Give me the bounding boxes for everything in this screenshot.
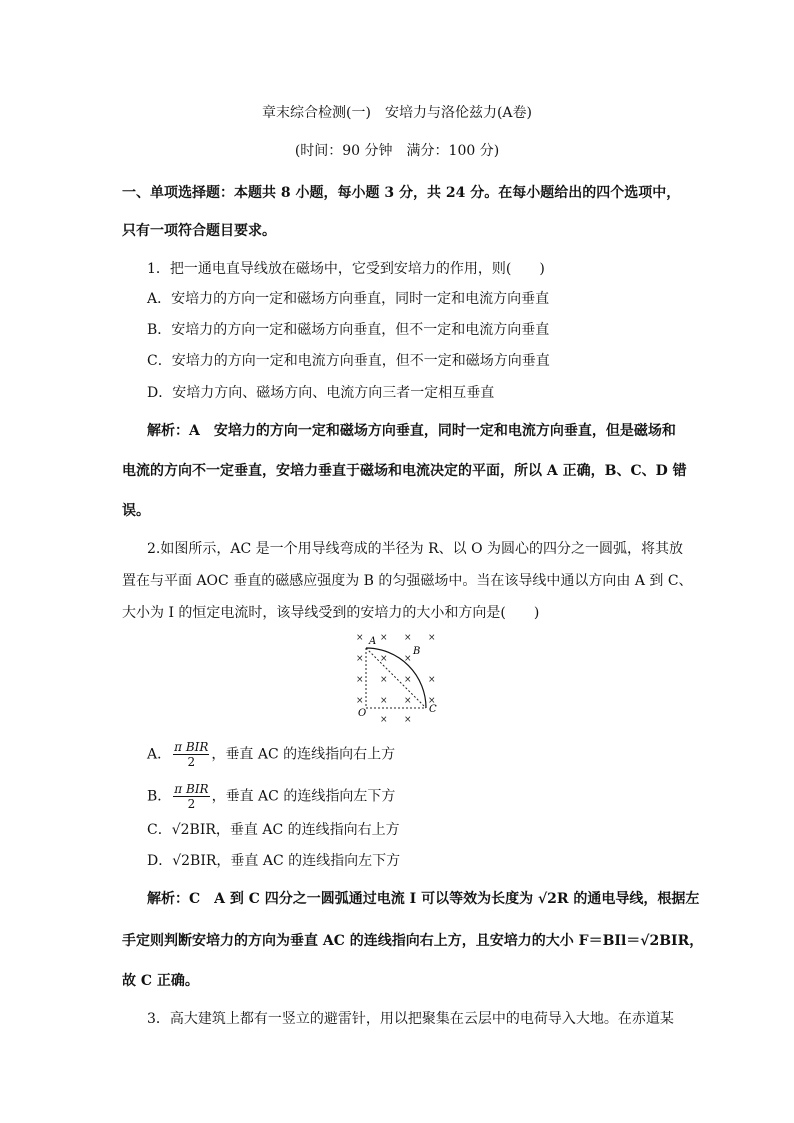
q2-option-d: D．√2BIR，垂直 AC 的连线指向左下方 [147, 853, 401, 869]
q2-option-b: B． $\frac{\text{π BIR}}{2}$ ，垂直 AC 的连线指向左下方 [147, 782, 396, 811]
field-mark: × [356, 633, 364, 643]
q1-analysis-line1: 解析：A 安培力的方向一定和磁场方向垂直，同时一定和电流方向垂直，但是磁场和 [147, 423, 676, 439]
label-o: O [358, 708, 367, 719]
q1-option-a: A．安培力的方向一定和磁场方向垂直，同时一定和电流方向垂直 [147, 291, 550, 307]
q2-figure [350, 632, 446, 724]
q2-stem-line2: 置在与平面 AOC 垂直的磁感应强度为 B 的匀强磁场中。当在该导线中通以方向由 A 到 C、 [122, 573, 693, 589]
section-heading-line2: 只有一项符合题目要求。 [122, 223, 276, 239]
q1-stem: 1．把一通电直导线放在磁场中，它受到安培力的作用，则( ) [147, 261, 545, 277]
field-mark: × [404, 696, 412, 706]
q2-stem-line3: 大小为 I 的恒定电流时，该导线受到的安培力的大小和方向是( ) [122, 605, 540, 621]
section-heading-line1: 一、单项选择题：本题共 8 小题，每小题 3 分，共 24 分。在每小题给出的四个选项中， [122, 185, 681, 201]
field-mark: × [356, 696, 364, 706]
q2-option-c: C．√2BIR，垂直 AC 的连线指向右上方 [147, 822, 400, 838]
q1-option-c: C．安培力的方向一定和电流方向垂直，但不一定和磁场方向垂直 [147, 353, 550, 369]
q2-stem-line1: 2.如图所示，AC 是一个用导线弯成的半径为 R、以 O 为圆心的四分之一圆弧，将其放 [147, 541, 683, 557]
field-mark: × [380, 675, 388, 685]
field-mark: × [404, 715, 412, 724]
label-a: A [369, 636, 377, 647]
label-c: C [429, 704, 437, 715]
q2-analysis-line3: 故 C 正确。 [122, 973, 199, 989]
field-mark: × [428, 633, 436, 643]
field-mark: × [380, 654, 388, 664]
page-subtitle: (时间：90 分钟 满分：100 分) [294, 143, 500, 159]
field-mark: × [380, 715, 388, 724]
field-mark: × [404, 654, 412, 664]
q2-option-a: A． $\frac{\text{π BIR}}{2}$ ，垂直 AC 的连线指向右上方 [147, 740, 396, 769]
label-b: B [413, 646, 421, 657]
q1-analysis-line3: 误。 [122, 503, 150, 519]
q1-analysis-line2: 电流的方向不一定垂直，安培力垂直于磁场和电流决定的平面，所以 A 正确，B、C、D 错 [122, 463, 687, 479]
field-mark: × [380, 633, 388, 643]
q1-option-d: D．安培力方向、磁场方向、电流方向三者一定相互垂直 [147, 385, 495, 401]
field-mark: × [380, 696, 388, 706]
chord-ac [366, 648, 426, 708]
q2-analysis-line2: 手定则判断安培力的方向为垂直 AC 的连线指向右上方，且安培力的大小 F＝BIl＝√2BIR， [122, 933, 704, 949]
field-mark: × [428, 696, 436, 706]
field-mark: × [428, 675, 436, 685]
q2-analysis-line1: 解析：C A 到 C 四分之一圆弧通过电流 I 可以等效为长度为 √2R 的通电导线，根据左 [147, 891, 700, 907]
q3-stem-line1: 3．高大建筑上都有一竖立的避雷针，用以把聚集在云层中的电荷导入大地。在赤道某 [147, 1011, 674, 1027]
field-mark: × [356, 654, 364, 664]
field-mark: × [404, 675, 412, 685]
field-mark: × [404, 633, 412, 643]
page-title: 章末综合检测(一) 安培力与洛伦兹力(A卷) [262, 105, 532, 121]
field-mark: × [356, 675, 364, 685]
q1-option-b: B．安培力的方向一定和磁场方向垂直，但不一定和电流方向垂直 [147, 322, 550, 338]
